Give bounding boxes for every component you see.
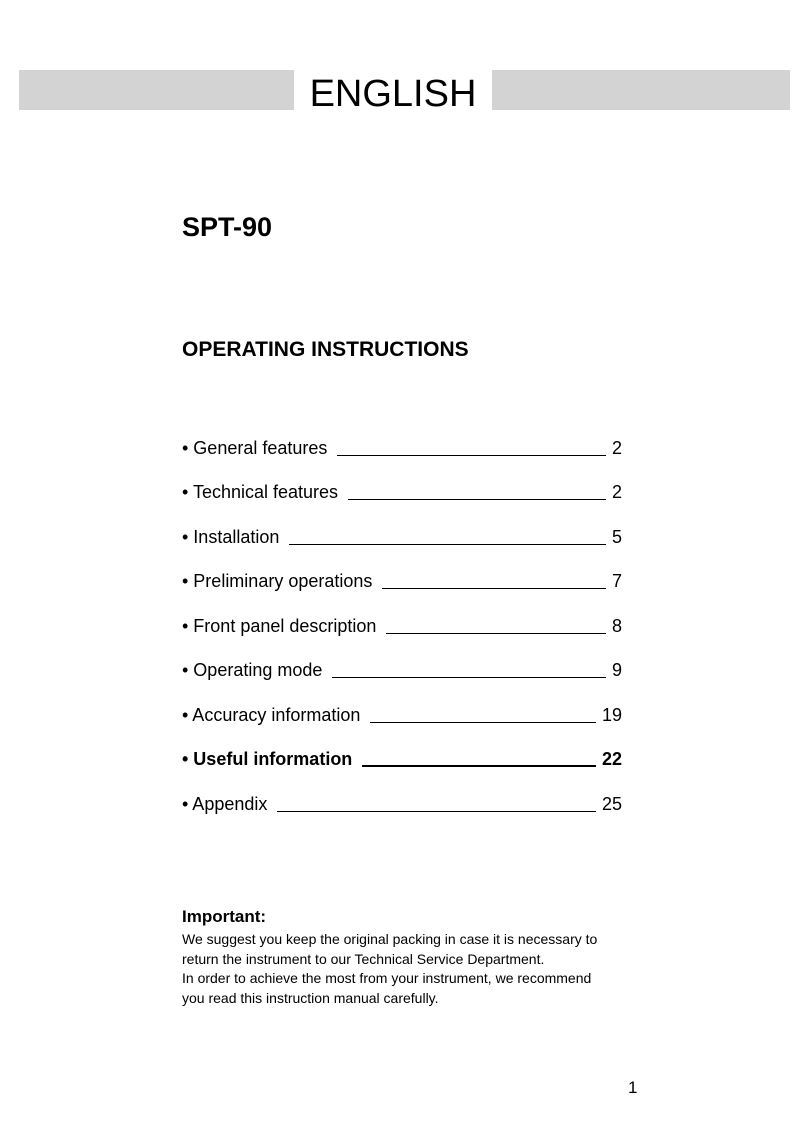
toc-leader-line xyxy=(348,499,606,500)
toc-entry-label: • General features xyxy=(182,437,328,458)
important-body xyxy=(182,930,652,1008)
toc-leader-line xyxy=(386,633,606,634)
toc-entry-page: 7 xyxy=(611,571,622,591)
model-title: SPT-90 xyxy=(182,212,273,242)
toc-entry xyxy=(182,503,622,548)
important-line: In order to achieve the most from your instrument, we recommend xyxy=(182,970,592,986)
toc-leader-line xyxy=(362,765,596,767)
toc-leader-line xyxy=(382,588,606,589)
toc-entry-page: 5 xyxy=(611,526,622,547)
toc-entry xyxy=(182,770,622,815)
toc-entry-page: 9 xyxy=(611,660,622,680)
toc-entry xyxy=(182,414,622,459)
important-line: return the instrument to our Technical Service Department. xyxy=(182,950,545,967)
header-band-right xyxy=(492,70,790,110)
toc-entry-label: • Useful information xyxy=(182,749,353,769)
document-subtitle: OPERATING INSTRUCTIONS xyxy=(182,338,469,361)
toc-entry xyxy=(182,459,622,504)
toc-leader-line xyxy=(277,811,596,812)
important-line: We suggest you keep the original packing in case it is necessary to xyxy=(182,931,598,947)
toc-leader-line xyxy=(337,455,606,456)
toc-entry-page: 2 xyxy=(611,482,622,502)
toc-entry xyxy=(182,592,622,637)
header-band-left xyxy=(19,70,294,110)
toc-entry xyxy=(182,726,622,771)
toc-leader-line xyxy=(289,544,606,545)
toc-entry-page: 22 xyxy=(601,749,622,769)
important-notice xyxy=(182,906,652,1008)
important-line: you read this instruction manual carefully. xyxy=(182,989,439,1006)
toc-entry-label: • Front panel description xyxy=(182,615,377,636)
language-heading: ENGLISH xyxy=(309,73,477,115)
toc-entry-page: 19 xyxy=(601,704,622,725)
important-heading: Important: xyxy=(182,907,267,926)
toc-entry-page: 25 xyxy=(601,793,622,814)
toc-entry xyxy=(182,637,622,682)
toc-entry xyxy=(182,548,622,593)
table-of-contents xyxy=(182,414,622,815)
toc-entry xyxy=(182,681,622,726)
toc-leader-line xyxy=(332,677,606,678)
page-number: 1 xyxy=(628,1078,638,1097)
toc-entry-page: 2 xyxy=(611,437,622,458)
toc-entry-label: • Operating mode xyxy=(182,660,323,680)
toc-entry-label: • Accuracy information xyxy=(182,704,361,725)
toc-entry-label: • Appendix xyxy=(182,793,268,814)
toc-entry-page: 8 xyxy=(611,615,622,636)
toc-entry-label: • Preliminary operations xyxy=(182,571,373,591)
toc-entry-label: • Technical features xyxy=(182,482,339,502)
toc-entry-label: • Installation xyxy=(182,526,280,547)
toc-leader-line xyxy=(370,722,596,723)
